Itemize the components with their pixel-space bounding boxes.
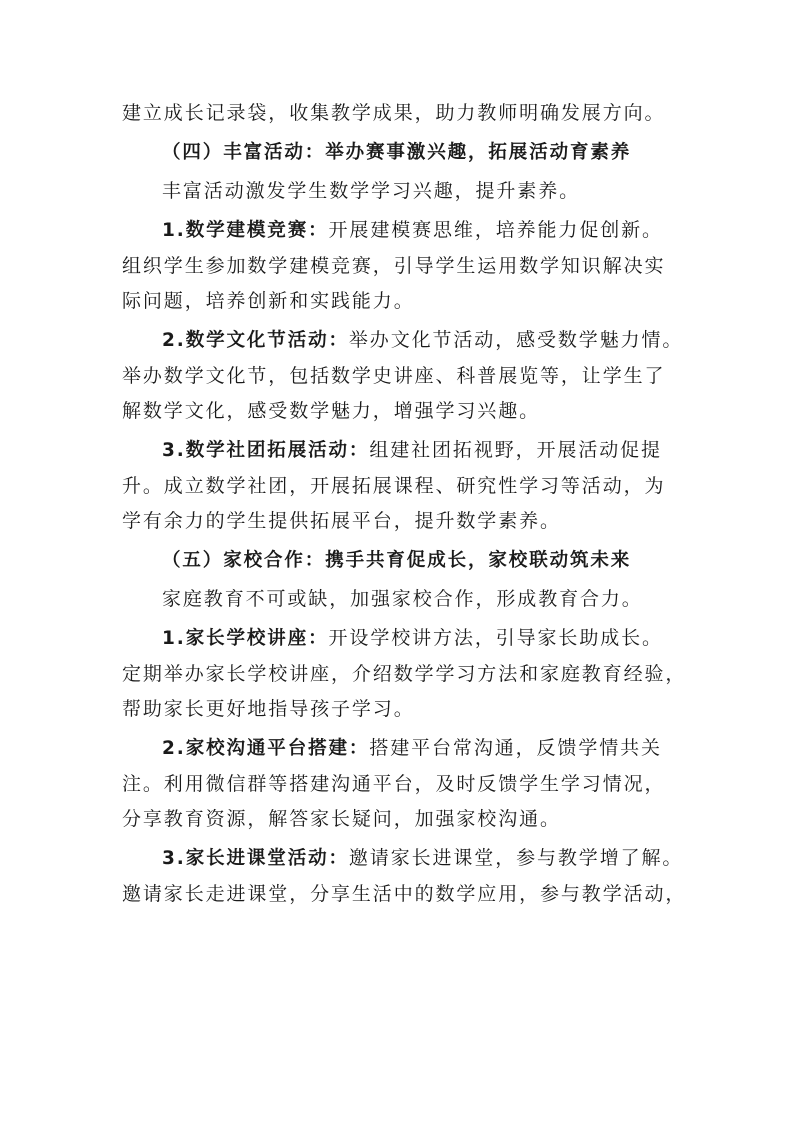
section-heading-5: （五）家校合作：携手共育促成长，家校联动筑未来: [162, 550, 632, 571]
paragraph-line: 邀请家长走进课堂，分享生活中的数学应用，参与教学活动，: [122, 882, 687, 905]
list-item-title: 1.家长学校讲座：: [162, 628, 329, 649]
list-item-title: 2.数学文化节活动：: [162, 330, 349, 351]
list-item-title-line: [122, 621, 671, 657]
list-item-text: 开展建模赛思维，培养能力促创新。: [328, 219, 663, 241]
list-item-title: 1.数学建模竞赛：: [162, 220, 329, 241]
paragraph-line: 学有余力的学生提供拓展平台，提升数学素养。: [122, 510, 561, 532]
paragraph-line: 组织学生参加数学建模竞赛，引导学生运用数学知识解决实: [122, 254, 666, 277]
list-item-title: 2.家校沟通平台搭建：: [162, 738, 370, 759]
list-item-text: 举办文化节活动，感受数学魅力情。: [348, 329, 684, 351]
list-item-title-line: [122, 433, 671, 469]
list-item-title-line: [122, 323, 684, 359]
paragraph-line: 注。利用微信群等搭建沟通平台，及时反馈学生学习情况，: [122, 772, 666, 795]
paragraph-line: 分享教育资源，解答家长疑问，加强家校沟通。: [122, 808, 561, 830]
list-item-text: 邀请家长进课堂，参与教学增了解。: [348, 847, 684, 869]
paragraph-line: 帮助家长更好地指导孩子学习。: [122, 698, 415, 720]
paragraph-line: 举办数学文化节，包括数学史讲座、科普展览等，让学生了: [122, 364, 666, 387]
section-intro: 丰富活动激发学生数学学习兴趣，提升素养。: [162, 180, 581, 202]
paragraph-line: 际问题，培养创新和实践能力。: [122, 290, 415, 312]
list-item-text: 开设学校讲方法，引导家长助成长。: [328, 627, 663, 649]
paragraph-line: 升。成立数学社团，开展拓展课程、研究性学习等活动，为: [122, 474, 666, 497]
list-item-title-line: [122, 731, 671, 767]
list-item-text: 组建社团拓视野，开展活动促提: [369, 439, 662, 461]
section-intro: 家庭教育不可或缺，加强家校合作，形成教育合力。: [162, 588, 643, 610]
list-item-title: 3.数学社团拓展活动：: [162, 440, 370, 461]
list-item-title: 3.家长进课堂活动：: [162, 848, 349, 869]
paragraph-line: 解数学文化，感受数学魅力，增强学习兴趣。: [122, 400, 541, 422]
list-item-text: 搭建平台常沟通，反馈学情共关: [369, 737, 662, 759]
paragraph-line: 定期举办家长学校讲座，介绍数学学习方法和家庭教育经验，: [122, 662, 687, 685]
paragraph-line: 建立成长记录袋，收集教学成果，助力教师明确发展方向。: [122, 102, 666, 124]
list-item-title-line: [122, 841, 684, 877]
list-item-title-line: [122, 213, 671, 249]
section-heading-4: （四）丰富活动：举办赛事激兴趣，拓展活动育素养: [162, 142, 632, 163]
